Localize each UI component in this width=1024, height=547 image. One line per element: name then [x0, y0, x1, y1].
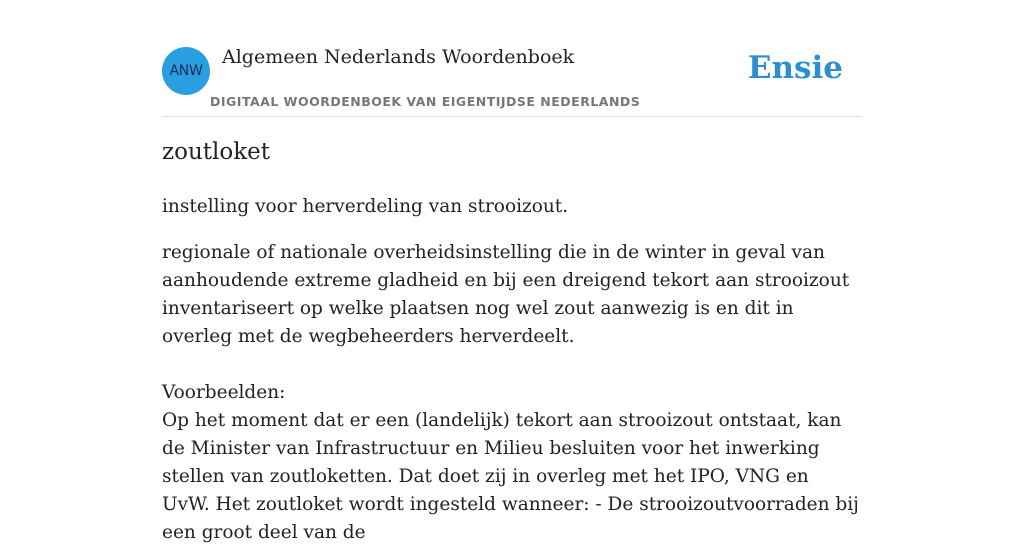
- anw-logo[interactable]: ANW: [162, 47, 210, 95]
- site-header: [162, 0, 862, 117]
- examples-section: [162, 379, 862, 547]
- examples-label: Voorbeelden:: [162, 382, 286, 403]
- short-definition: instelling voor herverdeling van strooizout.: [162, 196, 569, 217]
- example-text: Op het moment dat er een (landelijk) tekort aan strooizout ontstaat, kan de Minister van Infrastructuur en Milieu besluiten voor het inwerking stellen van zoutloketten. Dat doet zij in overleg met het IPO, VNG en UvW. Het zoutloket wordt ingesteld wanneer: - De strooizoutvoorraden bij een groot deel van de: [162, 410, 859, 543]
- long-definition: regionale of nationale overheidsinstelling die in de winter in geval van aanhoudende extreme gladheid en bij een dreigend tekort aan strooizout inventariseert op welke plaatsen nog wel zout aanwezig is en dit in overleg met de wegbeheerders herverdeelt.: [162, 242, 850, 347]
- headword: zoutloket: [162, 139, 271, 165]
- ensie-brand-logo[interactable]: Ensie: [747, 50, 843, 86]
- entry-page: [162, 0, 862, 543]
- site-subtitle: DIGITAAL WOORDENBOEK VAN EIGENTIJDSE NEDERLANDS: [210, 94, 641, 109]
- site-title[interactable]: Algemeen Nederlands Woordenboek: [222, 46, 575, 68]
